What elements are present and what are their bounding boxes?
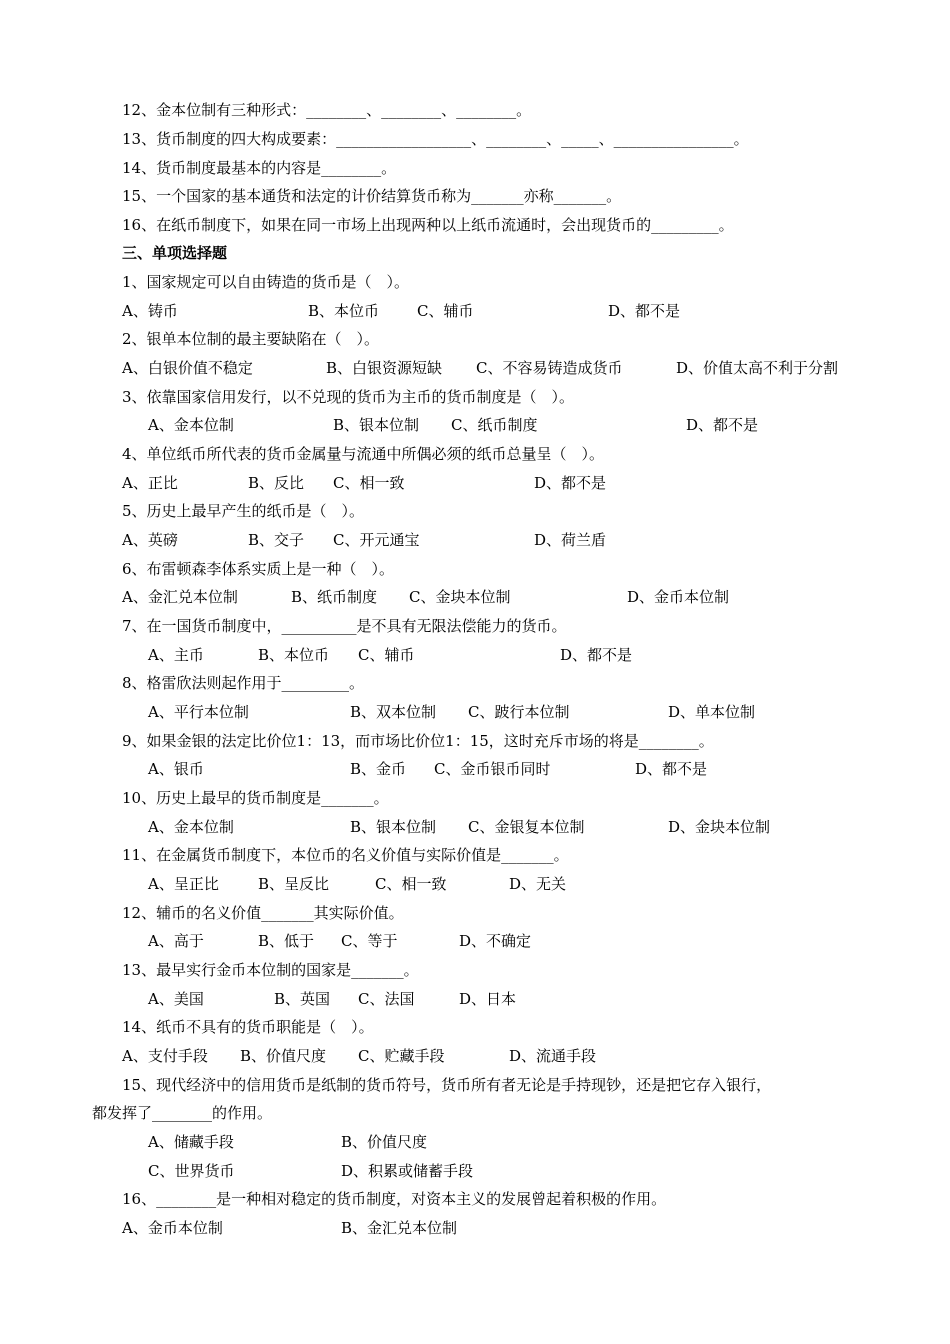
option-c: C、等于 — [341, 932, 398, 950]
option-a: A、白银价值不稳定 — [122, 359, 253, 377]
option-b: B、交子 — [248, 531, 305, 549]
option-a: A、储藏手段 — [148, 1133, 234, 1151]
fill-in-item-12: 12、金本位制有三种形式：________、________、________。 — [122, 101, 532, 119]
option-d: D、都不是 — [608, 302, 681, 320]
option-c: C、金币银币同时 — [434, 760, 551, 778]
option-a: A、铸币 — [122, 302, 178, 320]
question-stem: 12、辅币的名义价值_______其实际价值。 — [122, 904, 404, 922]
option-d: D、不确定 — [459, 932, 532, 950]
option-b: B、价值尺度 — [341, 1133, 428, 1151]
question-stem: 15、现代经济中的信用货币是纸制的货币符号，货币所有者无论是手持现钞，还是把它存入银行， — [122, 1076, 772, 1094]
option-b: B、反比 — [248, 474, 305, 492]
question-stem: 7、在一国货币制度中，__________是不具有无限法偿能力的货币。 — [122, 617, 567, 635]
option-b: B、金币 — [350, 760, 407, 778]
option-b: B、银本位制 — [333, 416, 420, 434]
option-b: B、金汇兑本位制 — [341, 1219, 458, 1237]
option-a: A、美国 — [148, 990, 204, 1008]
question-stem: 9、如果金银的法定比价位1：13，而市场比价位1：15，这时充斥市场的将是________。 — [122, 732, 714, 750]
question-stem: 13、最早实行金币本位制的国家是_______。 — [122, 961, 419, 979]
option-d: D、都不是 — [534, 474, 607, 492]
option-c: C、法国 — [358, 990, 415, 1008]
option-b: B、白银资源短缺 — [326, 359, 443, 377]
question-stem: 2、银单本位制的最主要缺陷在（ ）。 — [122, 330, 380, 348]
option-b: B、双本位制 — [350, 703, 437, 721]
option-a: A、银币 — [148, 760, 204, 778]
option-a: A、高于 — [148, 932, 204, 950]
option-c: C、世界货币 — [148, 1162, 235, 1180]
option-b: B、价值尺度 — [240, 1047, 327, 1065]
option-a: A、英磅 — [122, 531, 178, 549]
option-c: C、金块本位制 — [409, 588, 511, 606]
question-stem: 4、单位纸币所代表的货币金属量与流通中所偶必须的纸币总量呈（ ）。 — [122, 445, 605, 463]
fill-in-item-14: 14、货币制度最基本的内容是________。 — [122, 159, 397, 177]
option-d: D、金块本位制 — [668, 818, 771, 836]
option-a: A、平行本位制 — [148, 703, 249, 721]
question-stem: 6、布雷顿森李体系实质上是一种（ ）。 — [122, 560, 395, 578]
option-c: C、贮藏手段 — [358, 1047, 445, 1065]
question-stem: 8、格雷欣法则起作用于_________。 — [122, 674, 365, 692]
option-d: D、日本 — [459, 990, 517, 1008]
option-a: A、呈正比 — [148, 875, 219, 893]
option-c: C、相一致 — [333, 474, 405, 492]
option-d: D、价值太高不利于分割 — [676, 359, 839, 377]
option-a: A、金本位制 — [148, 416, 234, 434]
question-stem: 5、历史上最早产生的纸币是（ ）。 — [122, 502, 365, 520]
option-d: D、无关 — [509, 875, 567, 893]
question-stem: 16、________是一种相对稳定的货币制度，对资本主义的发展曾起着积极的作用。 — [122, 1190, 667, 1208]
option-d: D、都不是 — [560, 646, 633, 664]
option-c: C、辅币 — [358, 646, 415, 664]
option-d: D、金币本位制 — [627, 588, 730, 606]
option-b: B、本位币 — [258, 646, 330, 664]
option-c: C、相一致 — [375, 875, 447, 893]
option-b: B、本位币 — [308, 302, 380, 320]
option-b: B、银本位制 — [350, 818, 437, 836]
question-stem: 3、依靠国家信用发行，以不兑现的货币为主币的货币制度是（ ）。 — [122, 388, 575, 406]
option-b: B、呈反比 — [258, 875, 330, 893]
question-stem: 14、纸币不具有的货币职能是（ ）。 — [122, 1018, 374, 1036]
option-c: C、辅币 — [417, 302, 474, 320]
fill-in-item-15: 15、一个国家的基本通货和法定的计价结算货币称为_______亦称_______。 — [122, 187, 622, 205]
option-d: D、都不是 — [686, 416, 759, 434]
option-c: C、开元通宝 — [333, 531, 420, 549]
option-c: C、不容易铸造成货币 — [476, 359, 623, 377]
option-d: D、单本位制 — [668, 703, 756, 721]
option-b: B、纸币制度 — [291, 588, 378, 606]
fill-in-item-16: 16、在纸币制度下，如果在同一市场上出现两种以上纸币流通时，会出现货币的_________。 — [122, 216, 734, 234]
option-d: D、流通手段 — [509, 1047, 597, 1065]
option-c: C、金银复本位制 — [468, 818, 585, 836]
option-a: A、主币 — [148, 646, 204, 664]
question-stem: 10、历史上最早的货币制度是_______。 — [122, 789, 389, 807]
question-stem: 1、国家规定可以自由铸造的货币是（ ）。 — [122, 273, 410, 291]
option-b: B、英国 — [274, 990, 331, 1008]
fill-in-item-13: 13、货币制度的四大构成要素：__________________、________、_____、________________。 — [122, 130, 749, 148]
option-d: D、积累或储蓄手段 — [341, 1162, 474, 1180]
option-c: C、跛行本位制 — [468, 703, 570, 721]
option-a: A、正比 — [122, 474, 178, 492]
option-a: A、金币本位制 — [122, 1219, 223, 1237]
option-d: D、都不是 — [635, 760, 708, 778]
option-c: C、纸币制度 — [451, 416, 538, 434]
option-a: A、金汇兑本位制 — [122, 588, 238, 606]
question-stem: 11、在金属货币制度下，本位币的名义价值与实际价值是_______。 — [122, 846, 569, 864]
option-a: A、金本位制 — [148, 818, 234, 836]
option-a: A、支付手段 — [122, 1047, 208, 1065]
option-d: D、荷兰盾 — [534, 531, 607, 549]
question-stem-continuation: 都发挥了________的作用。 — [92, 1104, 273, 1122]
option-b: B、低于 — [258, 932, 315, 950]
section-heading: 三、单项选择题 — [122, 244, 228, 262]
